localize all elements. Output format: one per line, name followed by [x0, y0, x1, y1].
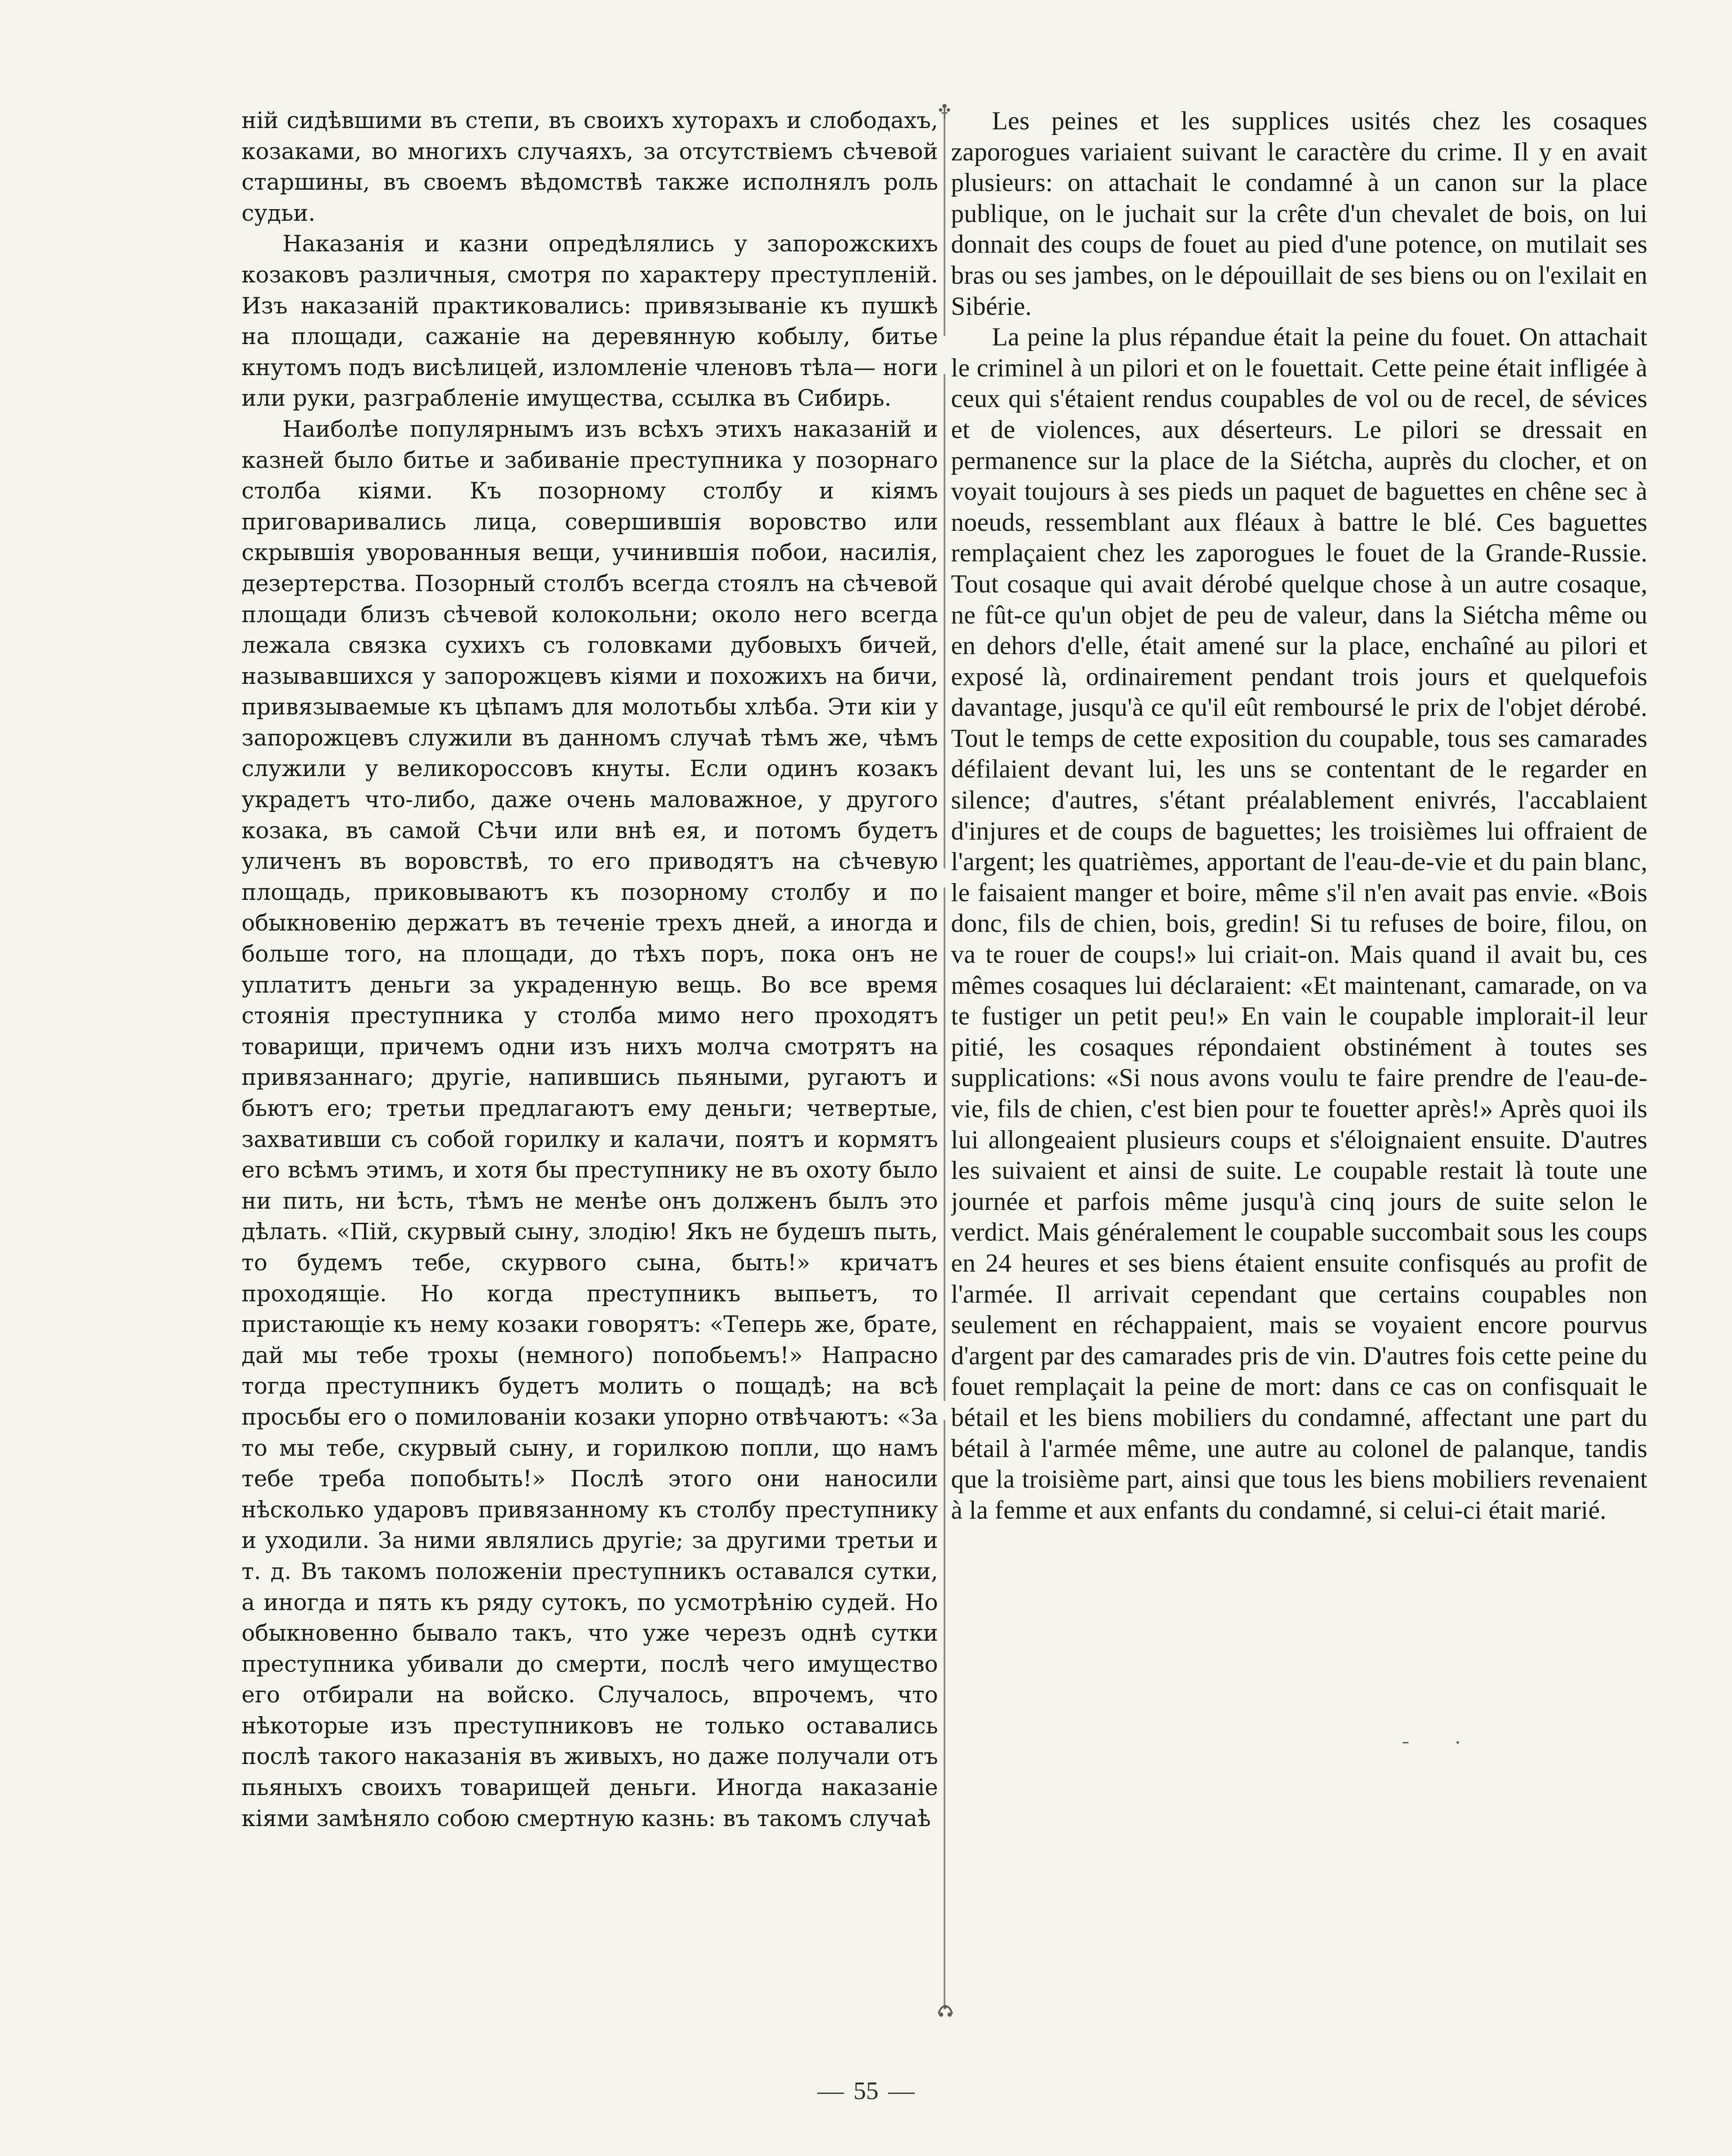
french-paragraph-1: Les peines et les supplices usités chez les cosaques zaporogues variaient suivant le caractère du crime. Il y en avait plusieurs: on attachait le condamné à un canon sur la place publique, on le juchait sur la crête d'un chevalet de bois, on lui donnait des coups de fouet au pied d'une potence, on mutilait ses bras ou ses jambes, on le dépouillait de ses biens ou on l'exilait en Sibérie. [951, 107, 1647, 320]
page-number: 55 [853, 2077, 879, 2105]
footer-dash-right [888, 2093, 915, 2094]
page-footer [0, 2076, 1732, 2105]
end-of-text-marks [1402, 1739, 1471, 1747]
russian-paragraph-1: ній сидѣвшими въ степи, въ своихъ хуторахъ и слободахъ, козаками, во многихъ случаяхъ, за отсутствіемъ сѣчевой старшины, въ своемъ вѣдомствѣ также исполнялъ роль судьи. [242, 108, 938, 226]
footer-dash-left [817, 2093, 844, 2094]
french-text-column [951, 106, 1647, 1727]
russian-text-column [242, 106, 938, 2009]
french-paragraph-2: La peine la plus répandue était la peine du fouet. On attachait le criminel à un pilori et on le fouettait. Cette peine était infligée à ceux qui s'étaient rendus coupables de vol ou de recel, de sévices et de violences, aux déserteurs. Le pilori se dressait en permanence sur la place de la Siétcha, auprès du clocher, et on voyait toujours à ses pieds un paquet de baguettes en chêne sec à noeuds, ressemblant aux fléaux à battre le blé. Ces baguettes remplaçaient chez les zaporogues le fouet de la Grande-Russie. Tout cosaque qui avait dérobé quelque chose à un autre cosaque, ne fût-ce qu'un objet de peu de valeur, dans la Siétcha même ou en dehors d'elle, était amené sur la place, enchaîné au pilori et exposé là, ordinairement pendant trois jours et quelquefois davantage, jusqu'à ce qu'il eût remboursé le prix de l'objet dérobé. Tout le temps de cette exposition du coupable, tous ses camarades défilaient devant lui, les uns se contentant de le regarder en silence; d'autres, s'étant préalablement enivrés, l'accablaient d'injures et de coups de baguettes; les troisièmes lui offraient de l'argent; les quatrièmes, apportant de l'eau-de-vie et du pain blanc, le faisaient manger et boire, même s'il n'en avait pas envie. «Bois donc, fils de chien, bois, gredin! Si tu refuses de boire, filou, on va te rouer de coups!» lui criait-on. Mais quand il avait bu, ces mêmes cosaques lui déclaraient: «Et maintenant, camarade, on va te fustiger un petit peu!» En vain le coupable implorait-il leur pitié, les cosaques répondaient obstinément à toutes ses supplications: «Si nous avons voulu te faire prendre de l'eau-de-vie, fils de chien, c'est bien pour te fouetter après!» Après quoi ils lui allongeaient plusieurs coups et s'éloignaient ensuite. D'autres les suivaient et ainsi de suite. Le coupable restait là toute une journée et parfois même jusqu'à cinq jours de suite selon le verdict. Mais généralement le coupable succombait sous les coups en 24 heures et ses biens étaient ensuite confisqués au profit de l'armée. Il arrivait cependant que certains coupables non seulement en réchappaient, mais se voyaient encore pourvus d'argent par des camarades pris de vin. D'autres fois cette peine du fouet remplaçait la peine de mort: dans ce cas on confisquait le bétail et les biens mobiliers du condamné, affectant une part du bétail à l'armée même, une autre au colonel de palanque, tandis que la troisième part, ainsi que tous les biens mobiliers revenaient à la femme et aux enfants du condamné, si celui-ci était marié. [951, 323, 1647, 1524]
column-divider [944, 108, 945, 2009]
russian-paragraph-3: Наиболѣе популярнымъ изъ всѣхъ этихъ наказаній и казней было битье и забиваніе преступника у позорнаго столба кіями. Къ позорному столбу и кіямъ приговаривались лица, совершившія воровство или скрывшія уворованныя вещи, учинившія побои, насилія, дезертерства. Позорный столбъ всегда стоялъ на сѣчевой площади близъ сѣчевой колокольни; около него всегда лежала связка сухихъ съ головками дубовыхъ бичей, называвшихся у запорожцевъ кіями и похожихъ на бичи, привязываемые къ цѣпамъ для молотьбы хлѣба. Эти кіи у запорожцевъ служили въ данномъ случаѣ тѣмъ же, чѣмъ служили у великороссовъ кнуты. Если одинъ козакъ украдетъ что-либо, даже очень маловажное, у другого козака, въ самой Сѣчи или внѣ ея, и потомъ будетъ уличенъ въ воровствѣ, то его приводятъ на сѣчевую площадь, приковываютъ къ позорному столбу и по обыкновенію держатъ въ теченіе трехъ дней, а иногда и больше того, на площади, до тѣхъ поръ, пока онъ не уплатитъ деньги за украденную вещь. Во все время стоянія преступника у столба мимо него проходятъ товарищи, причемъ одни изъ нихъ молча смотрятъ на привязаннаго; другіе, напившись пьяными, ругаютъ и бьютъ его; третьи предлагаютъ ему деньги; четвертые, захвативши съ собой горилку и калачи, поятъ и кормятъ его всѣмъ этимъ, и хотя бы преступнику не въ охоту было ни пить, ни ѣсть, тѣмъ не менѣе онъ долженъ былъ это дѣлать. «Пій, скурвый сыну, злодію! Якъ не будешъ пыть, то будемъ тебе, скурвого сына, быть!» кричатъ проходящіе. Но когда преступникъ выпьетъ, то пристающіе къ нему козаки говорятъ: «Теперь же, брате, дай мы тебе трохы (немного) попобьемъ!» Напрасно тогда преступникъ будетъ молить о пощадѣ; на всѣ просьбы его о помилованіи козаки упорно отвѣчаютъ: «За то мы тебе, скурвый сыну, и горилкою попли, що намъ тебе треба попобыть!» Послѣ этого они наносили нѣсколько ударовъ привязанному къ столбу преступнику и уходили. За ними являлись другіе; за другими третьи и т. д. Въ такомъ положеніи преступникъ оставался сутки, а иногда и пять къ ряду сутокъ, по усмотрѣнію судей. Но обыкновенно бывало такъ, что уже черезъ однѣ сутки преступника убивали до смерти, послѣ чего имущество его отбирали на войско. Случалось, впрочемъ, что нѣкоторые изъ преступниковъ не только оставались послѣ такого наказанія въ живыхъ, но даже получали отъ пьяныхъ своихъ товарищей деньги. Иногда наказаніе кіями замѣняло собою смертную казнь: въ такомъ случаѣ [242, 416, 938, 1832]
fleuron-bottom-icon [936, 2001, 955, 2018]
russian-paragraph-2: Наказанія и казни опредѣлялись у запорожскихъ козаковъ различныя, смотря по характеру преступленій. Изъ наказаній практиковались: привязываніе къ пушкѣ на площади, сажаніе на деревянную кобылу, битье кнутомъ подъ висѣлицей, изломленіе членовъ тѣла— ноги или руки, разграбленіе имущества, ссылка въ Сибирь. [242, 231, 938, 412]
